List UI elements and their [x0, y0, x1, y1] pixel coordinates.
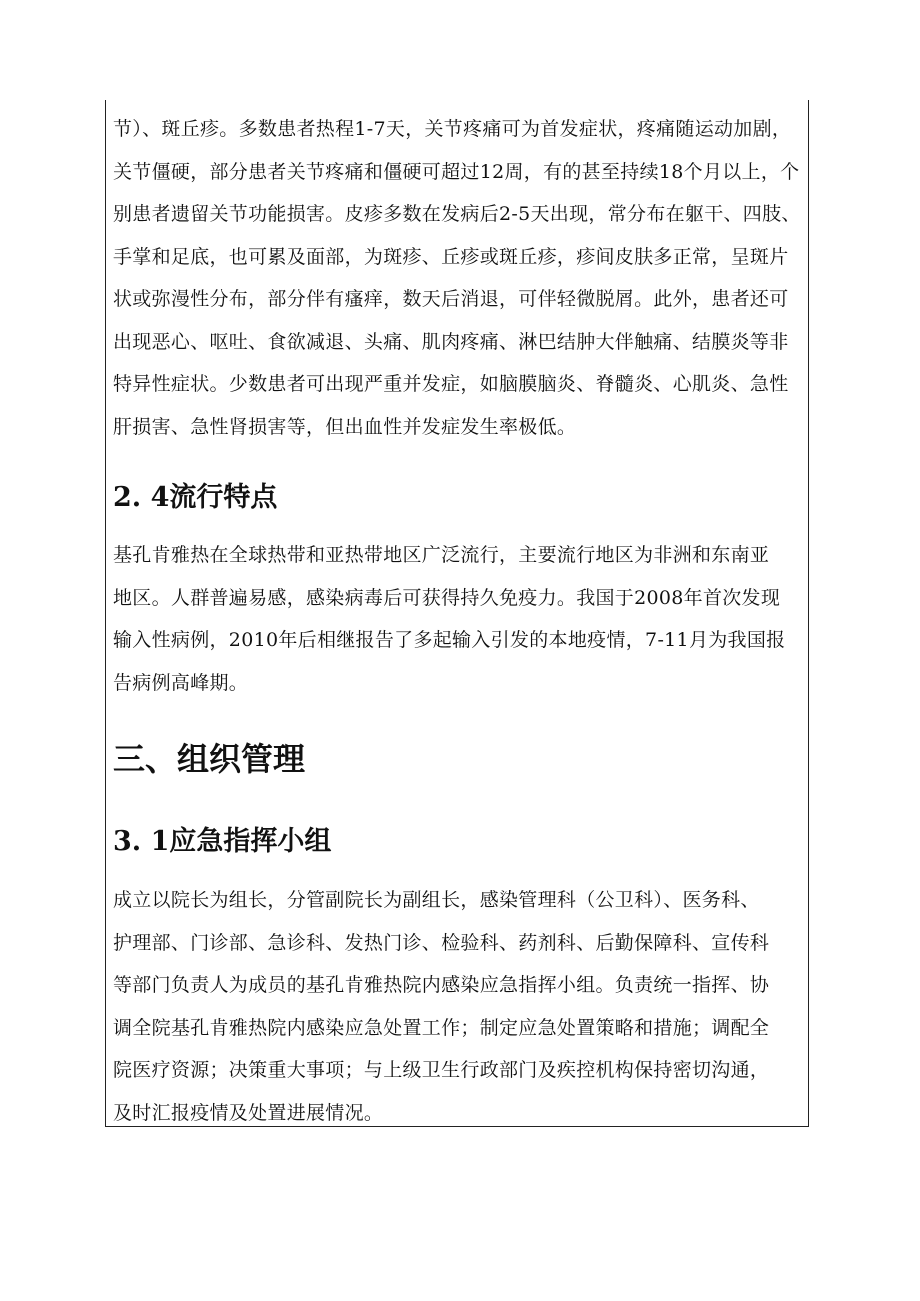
text-line: 基孔肯雅热在全球热带和亚热带地区广泛流行，主要流行地区为非洲和东南亚: [113, 544, 770, 566]
epidemiology-paragraph: [113, 534, 803, 704]
text-line: 地区。人群普遍易感，感染病毒后可获得持久免疫力。我国于2008年首次发现: [113, 586, 781, 609]
section-3-heading-wrap: [113, 737, 803, 781]
text-line: 状或弥漫性分布，部分伴有瘙痒，数天后消退，可伴轻微脱屑。此外，患者还可: [113, 288, 789, 310]
text-line: 等部门负责人为成员的基孔肯雅热院内感染应急指挥小组。负责统一指挥、协: [113, 974, 770, 996]
section-3-heading: 三、组织管理: [113, 740, 306, 778]
text-line: 调全院基孔肯雅热院内感染应急处置工作；制定应急处置策略和措施；调配全: [113, 1016, 770, 1039]
symptoms-paragraph: [113, 108, 803, 448]
text-line: 及时汇报疫情及处置进展情况。: [113, 1101, 384, 1124]
text-line: 院医疗资源；决策重大事项；与上级卫生行政部门及疾控机构保持密切沟通，: [113, 1059, 770, 1081]
text-line: 手掌和足底，也可累及面部，为斑疹、丘疹或斑丘疹，疹间皮肤多正常，呈斑片: [113, 245, 789, 268]
text-line: 别患者遗留关节功能损害。皮疹多数在发病后2-5天出现，常分布在躯干、四肢、: [113, 203, 801, 225]
section-2-4-heading: 2. 4流行特点: [113, 482, 278, 513]
section-3-1-heading: 3. 1应急指挥小组: [113, 826, 332, 857]
text-line: 成立以院长为组长，分管副院长为副组长，感染管理科（公卫科）、医务科、: [113, 889, 760, 911]
text-line: 出现恶心、呕吐、食欲减退、头痛、肌肉疼痛、淋巴结肿大伴触痛、结膜炎等非: [113, 330, 789, 353]
section-2-4-heading-wrap: [113, 478, 803, 518]
command-group-paragraph: [113, 879, 803, 1134]
text-line: 护理部、门诊部、急诊科、发热门诊、检验科、药剂科、后勤保障科、宣传科: [113, 931, 770, 954]
text-line: 输入性病例，2010年后相继报告了多起输入引发的本地疫情，7-11月为我国报: [113, 629, 786, 651]
text-line: 肝损害、急性肾损害等，但出血性并发症发生率极低。: [113, 415, 577, 438]
text-line: 关节僵硬，部分患者关节疼痛和僵硬可超过12周，有的甚至持续18个月以上，个: [113, 160, 800, 183]
text-line: 告病例高峰期。: [113, 671, 249, 694]
text-line: 节）、斑丘疹。多数患者热程1-7天，关节疼痛可为首发症状，疼痛随运动加剧，: [113, 118, 792, 140]
text-line: 特异性症状。少数患者可出现严重并发症，如脑膜脑炎、脊髓炎、心肌炎、急性: [113, 373, 789, 395]
section-3-1-heading-wrap: [113, 822, 803, 862]
